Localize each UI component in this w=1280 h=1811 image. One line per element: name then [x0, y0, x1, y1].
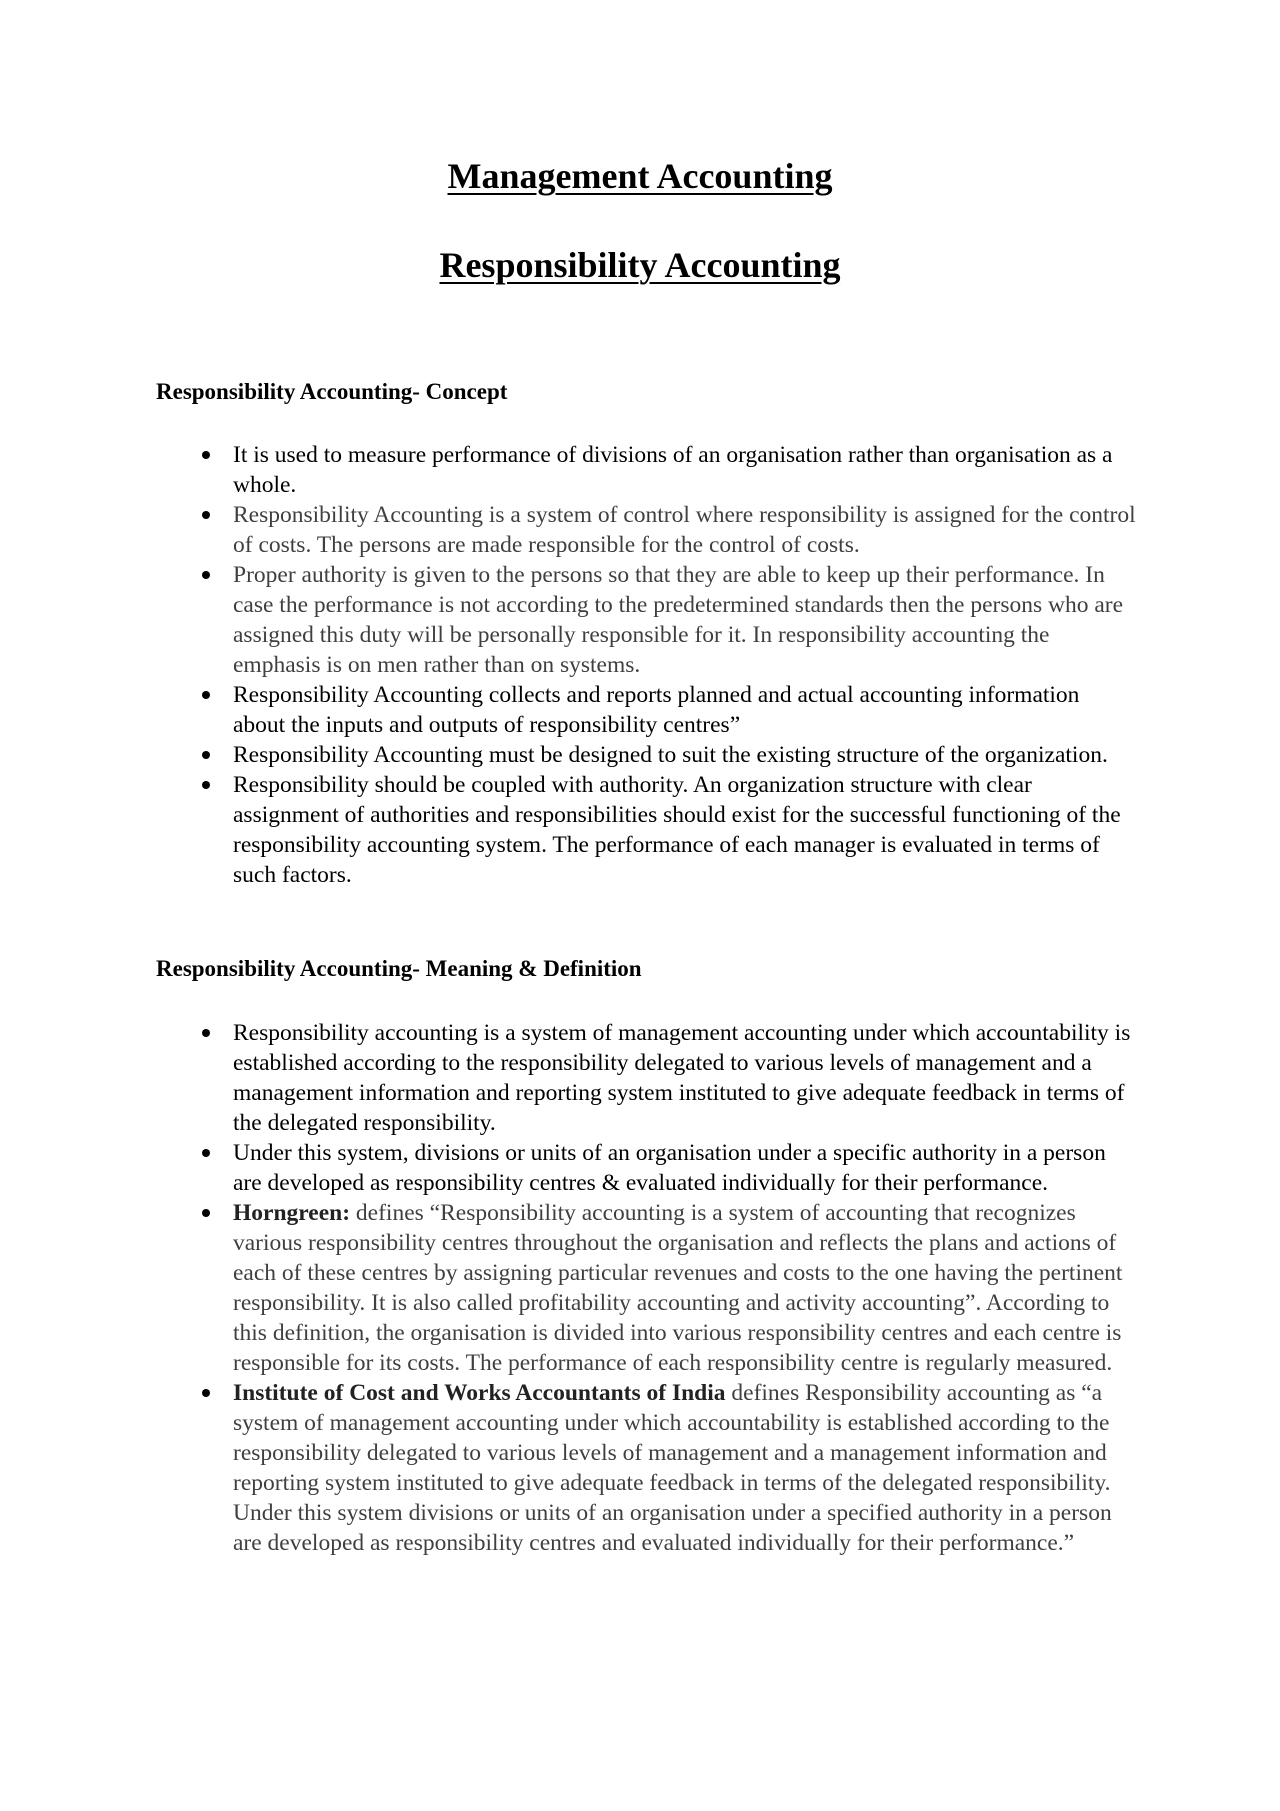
- bullet-icon: [202, 1389, 210, 1397]
- list-item: [156, 1018, 1136, 1138]
- bullet-icon: [202, 781, 210, 789]
- concept-bullet-list: [156, 440, 1136, 890]
- list-item-text: It is used to measure performance of divisions of an organisation rather than organisation as a whole.: [233, 442, 1113, 498]
- definition-author: Institute of Cost and Works Accountants of India: [233, 1380, 726, 1406]
- list-item-text: defines “Responsibility accounting is a system of accounting that recognizes various responsibility centres throughout the organisation and reflects the plans and actions of each of these centres by assigning particular revenues and costs to the one having the pertinent responsibility. It is also called profitability accounting and activity accounting”. According to this definition, the organisation is divided into various responsibility centres and each centre is responsible for its costs. The performance of each responsibility centre is regularly measured.: [233, 1200, 1123, 1376]
- list-item: [156, 740, 1136, 770]
- list-item: [156, 560, 1136, 680]
- definition-author: Horngreen:: [233, 1200, 351, 1226]
- bullet-icon: [202, 511, 210, 519]
- list-item-text: Responsibility Accounting is a system of control where responsibility is assigned for the control of costs. The persons are made responsible for the control of costs.: [233, 502, 1136, 558]
- list-item-text: Responsibility Accounting must be designed to suit the existing structure of the organization.: [233, 742, 1108, 768]
- list-item: [156, 500, 1136, 560]
- list-item: [156, 770, 1136, 890]
- list-item: [156, 680, 1136, 740]
- list-item-text: defines Responsibility accounting as “a system of management accounting under which accountability is established according to the responsibility delegated to various levels of management and a management information and reporting system instituted to give adequate feedback in terms of the delegated responsibility. Under this system divisions or units of an organisation under a specified authority in a person are developed as responsibility centres and evaluated individually for their performance.”: [233, 1380, 1112, 1556]
- section-heading-definition: Responsibility Accounting- Meaning & Definition: [156, 956, 642, 981]
- list-item-text: Under this system, divisions or units of an organisation under a specific authority in a person are developed as responsibility centres & evaluated individually for their performance.: [233, 1140, 1106, 1196]
- list-item-text: Responsibility Accounting collects and reports planned and actual accounting information about the inputs and outputs of responsibility centres”: [233, 682, 1080, 738]
- bullet-icon: [202, 1029, 210, 1037]
- list-item: [156, 1198, 1136, 1378]
- document-title: Management Accounting: [447, 156, 833, 196]
- list-item-text: Proper authority is given to the persons so that they are able to keep up their performance. In case the performance is not according to the predetermined standards then the persons who are assigned this duty will be personally responsible for it. In responsibility accounting the emphasis is on men rather than on systems.: [233, 562, 1124, 678]
- bullet-icon: [202, 571, 210, 579]
- bullet-icon: [202, 691, 210, 699]
- bullet-icon: [202, 1209, 210, 1217]
- definition-bullet-list: [156, 1018, 1136, 1558]
- list-item-text: Responsibility accounting is a system of management accounting under which accountability is established according to the responsibility delegated to various levels of management and a management information and reporting system instituted to give adequate feedback in terms of the delegated responsibility.: [233, 1020, 1131, 1136]
- list-item-text: Responsibility should be coupled with authority. An organization structure with clear assignment of authorities and responsibilities should exist for the successful functioning of the responsibility accounting system. The performance of each manager is evaluated in terms of such factors.: [233, 772, 1121, 888]
- section-heading-concept: Responsibility Accounting- Concept: [156, 379, 508, 404]
- bullet-icon: [202, 751, 210, 759]
- bullet-icon: [202, 451, 210, 459]
- bullet-icon: [202, 1149, 210, 1157]
- list-item: [156, 440, 1136, 500]
- list-item: [156, 1138, 1136, 1198]
- list-item: [156, 1378, 1136, 1558]
- document-subtitle: Responsibility Accounting: [439, 245, 841, 285]
